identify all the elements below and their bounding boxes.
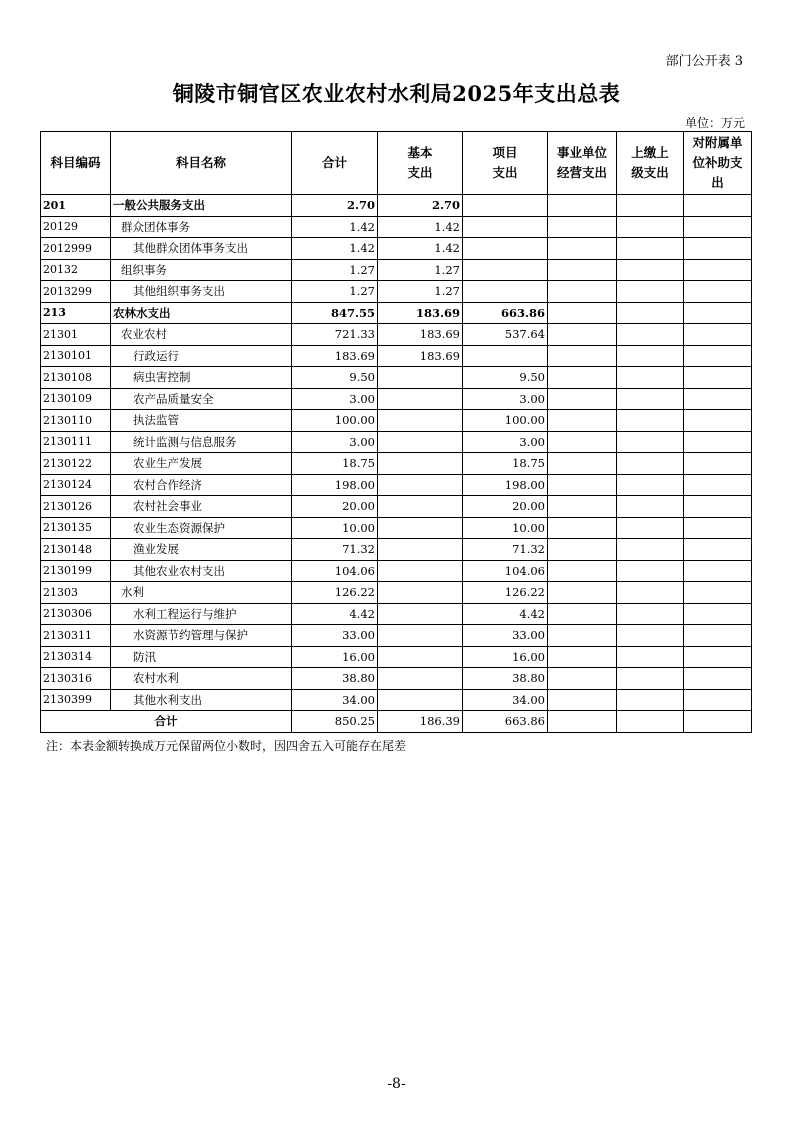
total-biz — [548, 711, 617, 733]
cell-upper — [617, 625, 684, 647]
cell-total: 126.22 — [292, 582, 378, 604]
cell-code: 2130399 — [41, 689, 111, 711]
cell-project — [463, 195, 548, 217]
cell-total: 33.00 — [292, 625, 378, 647]
cell-name: 一般公共服务支出 — [111, 195, 292, 217]
cell-upper — [617, 195, 684, 217]
cell-biz — [548, 281, 617, 303]
table-row — [41, 302, 752, 324]
cell-total: 16.00 — [292, 646, 378, 668]
cell-biz — [548, 195, 617, 217]
cell-project: 100.00 — [463, 410, 548, 432]
cell-basic: 1.27 — [378, 259, 463, 281]
cell-subsidy — [684, 410, 752, 432]
cell-code: 2130306 — [41, 603, 111, 625]
cell-basic: 183.69 — [378, 345, 463, 367]
table-number-label: 部门公开表 3 — [665, 54, 743, 69]
cell-total: 38.80 — [292, 668, 378, 690]
page-title: 铜陵市铜官区农业农村水利局2025年支出总表 — [172, 81, 621, 106]
cell-subsidy — [684, 625, 752, 647]
cell-code: 2130110 — [41, 410, 111, 432]
cell-biz — [548, 625, 617, 647]
cell-upper — [617, 603, 684, 625]
cell-upper — [617, 668, 684, 690]
cell-project: 126.22 — [463, 582, 548, 604]
header-sub-l2: 位补助支 — [692, 155, 743, 170]
cell-total: 4.42 — [292, 603, 378, 625]
cell-biz — [548, 539, 617, 561]
cell-total: 10.00 — [292, 517, 378, 539]
cell-code: 21303 — [41, 582, 111, 604]
cell-project: 198.00 — [463, 474, 548, 496]
cell-basic: 1.42 — [378, 216, 463, 238]
cell-subsidy — [684, 539, 752, 561]
cell-biz — [548, 453, 617, 475]
unit-label: 单位：万元 — [684, 116, 745, 130]
cell-upper — [617, 431, 684, 453]
cell-subsidy — [684, 345, 752, 367]
cell-upper — [617, 539, 684, 561]
cell-code: 2012999 — [41, 238, 111, 260]
table-row — [41, 195, 752, 217]
cell-code: 2130316 — [41, 668, 111, 690]
cell-code: 201 — [41, 195, 111, 217]
cell-subsidy — [684, 517, 752, 539]
cell-name: 农业农村 — [111, 324, 292, 346]
cell-subsidy — [684, 453, 752, 475]
table-row — [41, 625, 752, 647]
total-subsidy — [684, 711, 752, 733]
cell-name: 农林水支出 — [111, 302, 292, 324]
header-sub-l1: 对附属单 — [692, 135, 743, 150]
cell-total: 1.42 — [292, 216, 378, 238]
cell-basic — [378, 410, 463, 432]
cell-upper — [617, 345, 684, 367]
table-row — [41, 496, 752, 518]
cell-name: 水利工程运行与维护 — [111, 603, 292, 625]
cell-basic: 1.42 — [378, 238, 463, 260]
cell-project: 537.64 — [463, 324, 548, 346]
cell-code: 2130126 — [41, 496, 111, 518]
cell-total: 1.27 — [292, 281, 378, 303]
cell-project — [463, 281, 548, 303]
cell-total: 3.00 — [292, 388, 378, 410]
cell-basic — [378, 646, 463, 668]
cell-upper — [617, 410, 684, 432]
cell-basic — [378, 367, 463, 389]
cell-basic: 183.69 — [378, 302, 463, 324]
cell-subsidy — [684, 195, 752, 217]
cell-project: 3.00 — [463, 388, 548, 410]
table-row — [41, 410, 752, 432]
cell-subsidy — [684, 582, 752, 604]
cell-basic — [378, 474, 463, 496]
table-row — [41, 603, 752, 625]
cell-total: 1.27 — [292, 259, 378, 281]
cell-project — [463, 345, 548, 367]
total-basic: 186.39 — [378, 711, 463, 733]
header-total: 合计 — [292, 132, 378, 195]
cell-code: 2130108 — [41, 367, 111, 389]
cell-upper — [617, 302, 684, 324]
cell-total: 18.75 — [292, 453, 378, 475]
cell-code: 2130122 — [41, 453, 111, 475]
cell-subsidy — [684, 281, 752, 303]
cell-total: 104.06 — [292, 560, 378, 582]
cell-biz — [548, 367, 617, 389]
cell-upper — [617, 689, 684, 711]
cell-basic — [378, 560, 463, 582]
cell-subsidy — [684, 238, 752, 260]
cell-name: 其他农业农村支出 — [111, 560, 292, 582]
header-row — [41, 132, 752, 195]
cell-subsidy — [684, 496, 752, 518]
total-project: 663.86 — [463, 711, 548, 733]
cell-code: 20129 — [41, 216, 111, 238]
cell-name: 防汛 — [111, 646, 292, 668]
cell-biz — [548, 302, 617, 324]
cell-upper — [617, 582, 684, 604]
cell-basic — [378, 625, 463, 647]
table-row — [41, 367, 752, 389]
table-row — [41, 259, 752, 281]
cell-total: 1.42 — [292, 238, 378, 260]
cell-upper — [617, 324, 684, 346]
cell-upper — [617, 281, 684, 303]
cell-subsidy — [684, 603, 752, 625]
table-row — [41, 646, 752, 668]
cell-name: 水利 — [111, 582, 292, 604]
table-row — [41, 388, 752, 410]
cell-project: 33.00 — [463, 625, 548, 647]
cell-biz — [548, 560, 617, 582]
cell-upper — [617, 259, 684, 281]
table-row — [41, 431, 752, 453]
cell-biz — [548, 689, 617, 711]
cell-name: 病虫害控制 — [111, 367, 292, 389]
cell-biz — [548, 238, 617, 260]
cell-name: 其他水利支出 — [111, 689, 292, 711]
total-label: 合计 — [41, 711, 292, 733]
cell-basic — [378, 453, 463, 475]
footnote: 注：本表金额转换成万元保留两位小数时，因四舍五入可能存在尾差 — [46, 739, 407, 753]
cell-code: 2130314 — [41, 646, 111, 668]
cell-total: 2.70 — [292, 195, 378, 217]
cell-basic: 2.70 — [378, 195, 463, 217]
cell-subsidy — [684, 646, 752, 668]
cell-basic — [378, 388, 463, 410]
header-name: 科目名称 — [111, 132, 292, 195]
total-row — [41, 711, 752, 733]
cell-biz — [548, 474, 617, 496]
cell-subsidy — [684, 388, 752, 410]
cell-basic: 1.27 — [378, 281, 463, 303]
cell-total: 183.69 — [292, 345, 378, 367]
cell-basic — [378, 517, 463, 539]
cell-biz — [548, 646, 617, 668]
table-row — [41, 539, 752, 561]
cell-basic — [378, 431, 463, 453]
cell-basic — [378, 668, 463, 690]
page-number: -8- — [387, 1076, 406, 1092]
cell-total: 71.32 — [292, 539, 378, 561]
cell-name: 其他组织事务支出 — [111, 281, 292, 303]
cell-basic — [378, 603, 463, 625]
cell-upper — [617, 646, 684, 668]
table-row — [41, 324, 752, 346]
cell-code: 2130124 — [41, 474, 111, 496]
table-row — [41, 453, 752, 475]
cell-subsidy — [684, 689, 752, 711]
cell-code: 2130109 — [41, 388, 111, 410]
cell-project: 71.32 — [463, 539, 548, 561]
cell-biz — [548, 345, 617, 367]
cell-name: 农产品质量安全 — [111, 388, 292, 410]
cell-project: 20.00 — [463, 496, 548, 518]
cell-project: 10.00 — [463, 517, 548, 539]
cell-name: 农业生产发展 — [111, 453, 292, 475]
cell-total: 3.00 — [292, 431, 378, 453]
cell-biz — [548, 324, 617, 346]
table-row — [41, 281, 752, 303]
table-row — [41, 216, 752, 238]
header-project — [463, 132, 548, 195]
table-row — [41, 345, 752, 367]
table-row — [41, 582, 752, 604]
cell-subsidy — [684, 259, 752, 281]
cell-subsidy — [684, 431, 752, 453]
header-subsidy — [684, 132, 752, 195]
header-biz-l1: 事业单位 — [556, 145, 607, 160]
cell-code: 2130199 — [41, 560, 111, 582]
cell-biz — [548, 496, 617, 518]
cell-project — [463, 238, 548, 260]
cell-total: 100.00 — [292, 410, 378, 432]
cell-code: 213 — [41, 302, 111, 324]
header-upper — [617, 132, 684, 195]
cell-biz — [548, 517, 617, 539]
cell-name: 农村合作经济 — [111, 474, 292, 496]
cell-name: 行政运行 — [111, 345, 292, 367]
cell-project: 4.42 — [463, 603, 548, 625]
header-code: 科目编码 — [41, 132, 111, 195]
cell-biz — [548, 582, 617, 604]
cell-biz — [548, 410, 617, 432]
cell-basic — [378, 582, 463, 604]
cell-biz — [548, 431, 617, 453]
cell-basic: 183.69 — [378, 324, 463, 346]
cell-biz — [548, 216, 617, 238]
cell-code: 2130148 — [41, 539, 111, 561]
table-row — [41, 668, 752, 690]
cell-project: 16.00 — [463, 646, 548, 668]
header-basic-l2: 支出 — [407, 165, 433, 180]
cell-basic — [378, 539, 463, 561]
cell-project: 104.06 — [463, 560, 548, 582]
cell-project: 9.50 — [463, 367, 548, 389]
cell-code: 2130111 — [41, 431, 111, 453]
cell-name: 统计监测与信息服务 — [111, 431, 292, 453]
cell-subsidy — [684, 216, 752, 238]
cell-biz — [548, 603, 617, 625]
cell-total: 847.55 — [292, 302, 378, 324]
table-row — [41, 560, 752, 582]
cell-total: 9.50 — [292, 367, 378, 389]
cell-code: 2130101 — [41, 345, 111, 367]
cell-name: 农村水利 — [111, 668, 292, 690]
cell-upper — [617, 238, 684, 260]
cell-subsidy — [684, 474, 752, 496]
cell-project — [463, 216, 548, 238]
cell-name: 渔业发展 — [111, 539, 292, 561]
header-biz — [548, 132, 617, 195]
table-row — [41, 238, 752, 260]
cell-subsidy — [684, 302, 752, 324]
cell-name: 农村社会事业 — [111, 496, 292, 518]
header-basic-l1: 基本 — [407, 145, 433, 160]
header-basic — [378, 132, 463, 195]
cell-name: 农业生态资源保护 — [111, 517, 292, 539]
cell-name: 群众团体事务 — [111, 216, 292, 238]
cell-total: 198.00 — [292, 474, 378, 496]
cell-biz — [548, 668, 617, 690]
cell-basic — [378, 689, 463, 711]
table-row — [41, 689, 752, 711]
cell-code: 21301 — [41, 324, 111, 346]
cell-total: 721.33 — [292, 324, 378, 346]
cell-upper — [617, 453, 684, 475]
header-project-l2: 支出 — [492, 165, 518, 180]
cell-upper — [617, 367, 684, 389]
cell-project: 3.00 — [463, 431, 548, 453]
cell-subsidy — [684, 560, 752, 582]
cell-subsidy — [684, 668, 752, 690]
header-project-l1: 项目 — [492, 145, 518, 160]
cell-code: 20132 — [41, 259, 111, 281]
table-body — [41, 195, 752, 711]
cell-subsidy — [684, 324, 752, 346]
header-sub-l3: 出 — [711, 175, 724, 190]
table-row — [41, 474, 752, 496]
cell-upper — [617, 517, 684, 539]
cell-upper — [617, 216, 684, 238]
cell-code: 2130135 — [41, 517, 111, 539]
header-upper-l1: 上缴上 — [631, 145, 669, 160]
cell-code: 2130311 — [41, 625, 111, 647]
cell-name: 其他群众团体事务支出 — [111, 238, 292, 260]
header-biz-l2: 经营支出 — [556, 165, 607, 180]
cell-upper — [617, 388, 684, 410]
cell-project: 18.75 — [463, 453, 548, 475]
cell-project: 38.80 — [463, 668, 548, 690]
cell-total: 20.00 — [292, 496, 378, 518]
expenditure-table — [40, 131, 752, 733]
cell-name: 组织事务 — [111, 259, 292, 281]
cell-project: 34.00 — [463, 689, 548, 711]
cell-upper — [617, 496, 684, 518]
cell-biz — [548, 388, 617, 410]
cell-upper — [617, 474, 684, 496]
cell-code: 2013299 — [41, 281, 111, 303]
total-total: 850.25 — [292, 711, 378, 733]
header-upper-l2: 级支出 — [631, 165, 669, 180]
cell-basic — [378, 496, 463, 518]
cell-name: 水资源节约管理与保护 — [111, 625, 292, 647]
cell-project — [463, 259, 548, 281]
cell-subsidy — [684, 367, 752, 389]
cell-biz — [548, 259, 617, 281]
cell-name: 执法监管 — [111, 410, 292, 432]
cell-upper — [617, 560, 684, 582]
total-upper — [617, 711, 684, 733]
table-row — [41, 517, 752, 539]
cell-total: 34.00 — [292, 689, 378, 711]
cell-project: 663.86 — [463, 302, 548, 324]
